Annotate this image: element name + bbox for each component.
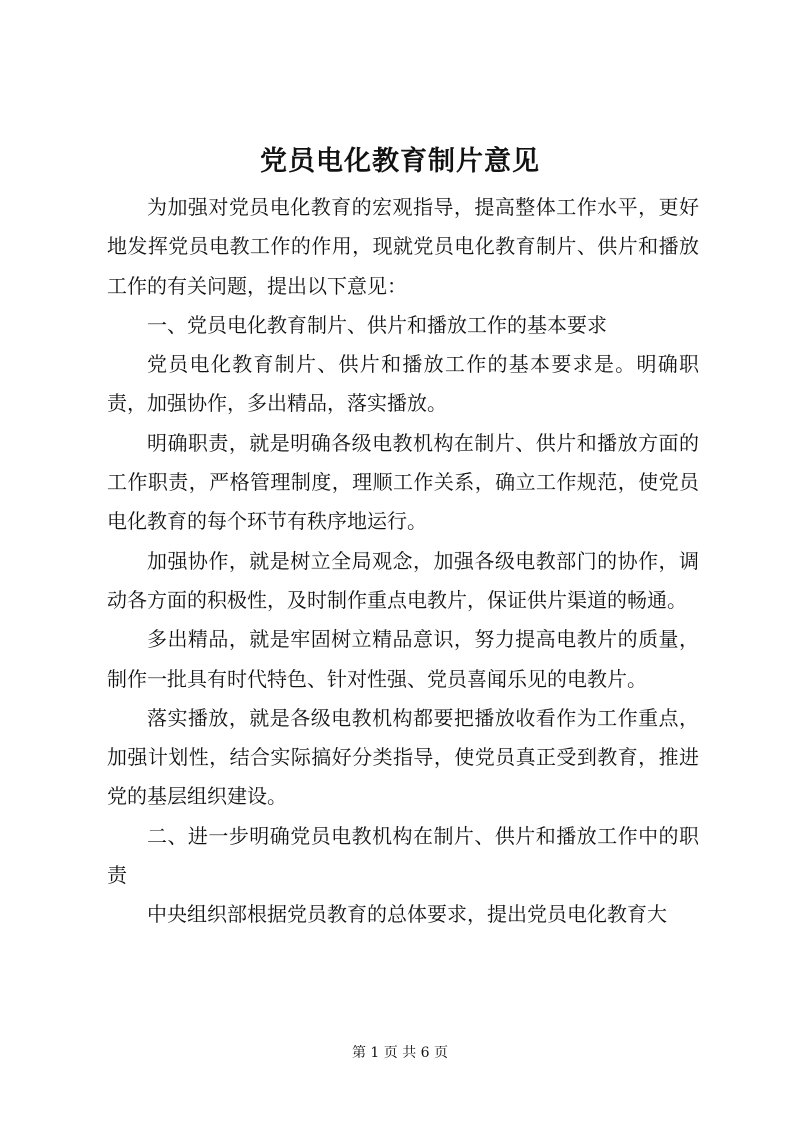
document-title: 党员电化教育制片意见	[260, 146, 540, 177]
section-heading: 二、进一步明确党员电教机构在制片、供片和播放工作中的职责	[107, 823, 699, 888]
section-heading: 一、党员电化教育制片、供片和播放工作的基本要求	[147, 312, 607, 337]
paragraph: 落实播放，就是各级电教机构都要把播放收看作为工作重点，加强计划性，结合实际搞好分类指导，使党员真正受到教育，推进党的基层组织建设。	[107, 705, 699, 809]
paragraph: 中央组织部根据党员教育的总体要求，提出党员电化教育大	[147, 902, 667, 927]
paragraph: 明确职责，就是明确各级电教机构在制片、供片和播放方面的工作职责，严格管理制度，理顺工作关系，确立工作规范，使党员电化教育的每个环节有秩序地运行。	[107, 430, 699, 534]
page-footer: 第 1 页 共 6 页	[351, 1045, 449, 1061]
paragraph: 多出精品，就是牢固树立精品意识，努力提高电教片的质量，制作一批具有时代特色、针对性强、党员喜闻乐见的电教片。	[107, 627, 699, 691]
paragraph: 加强协作，就是树立全局观念，加强各级电教部门的协作，调动各方面的积极性，及时制作重点电教片，保证供片渠道的畅通。	[107, 548, 699, 612]
paragraph: 党员电化教育制片、供片和播放工作的基本要求是。明确职责，加强协作，多出精品，落实播放。	[107, 352, 699, 416]
paragraph: 为加强对党员电化教育的宏观指导，提高整体工作水平，更好地发挥党员电教工作的作用，现就党员电化教育制片、供片和播放工作的有关问题，提出以下意见：	[107, 195, 699, 298]
document-body	[107, 188, 699, 935]
